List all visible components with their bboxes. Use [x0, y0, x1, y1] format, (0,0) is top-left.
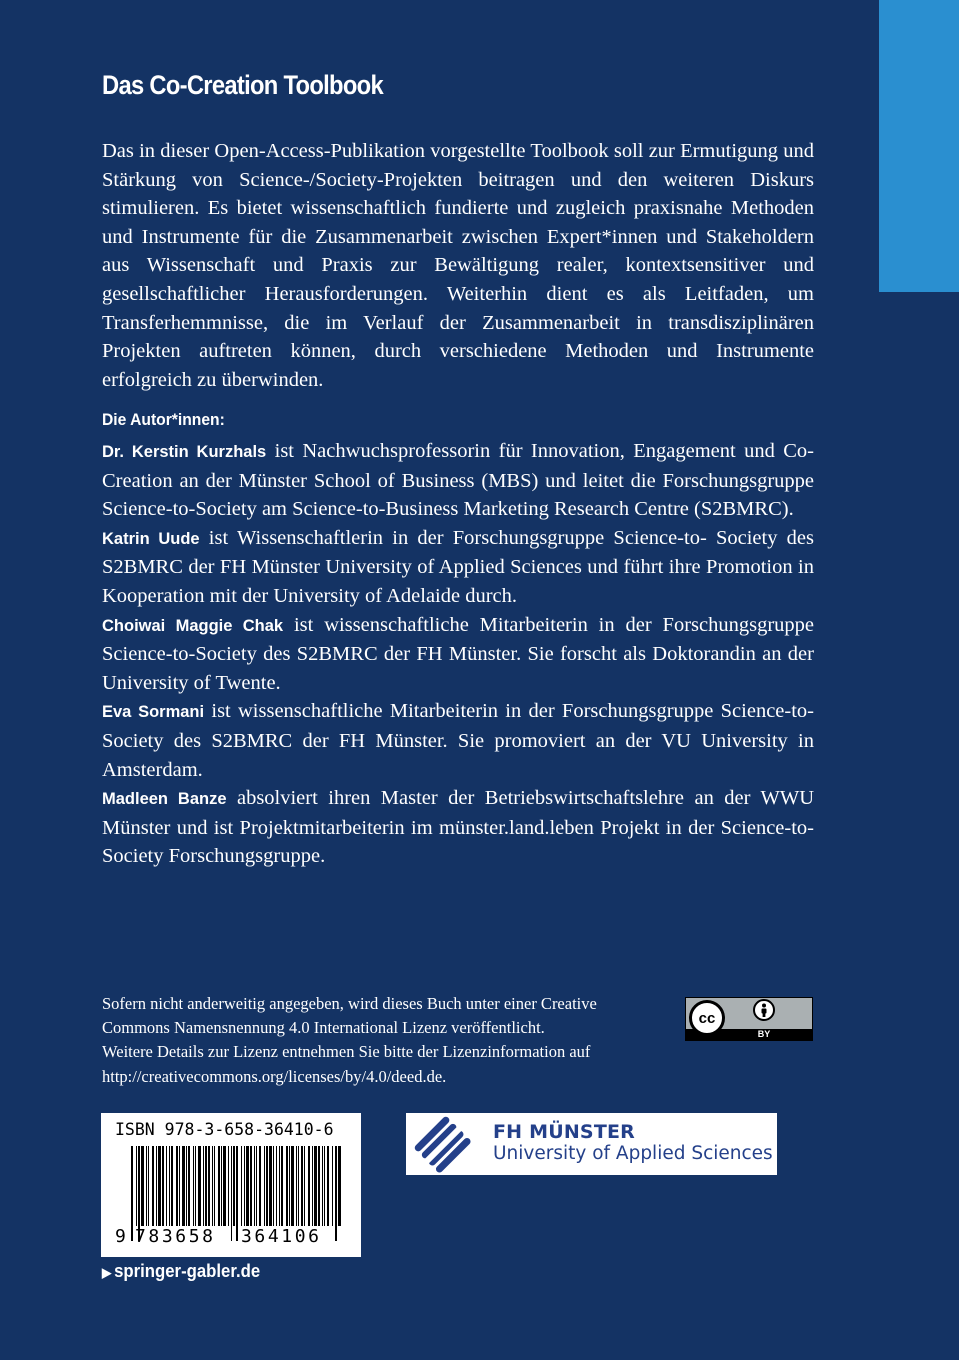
- attribution-person-icon: [753, 999, 775, 1021]
- barcode-bar: [254, 1146, 255, 1226]
- barcode-bar: [246, 1146, 249, 1226]
- barcode-bar: [312, 1146, 313, 1226]
- barcode-bar: [152, 1146, 154, 1226]
- barcode-bar: [279, 1146, 280, 1226]
- barcode-bar: [208, 1146, 210, 1226]
- barcode-bar: [244, 1146, 245, 1226]
- barcode-bar: [322, 1146, 323, 1226]
- book-title: Das Co-Creation Toolbook: [102, 70, 383, 100]
- author-bio: ist wissenschaftliche Mitarbeiterin in der Forschungsgruppe Science-to-Society des S2BMRC der FH Münster. Sie promoviert an der VU University in Amsterdam.: [102, 700, 814, 781]
- barcode-bar: [141, 1146, 144, 1226]
- barcode-bar: [301, 1146, 303, 1226]
- barcode-bar: [223, 1146, 226, 1226]
- barcode-bar: [198, 1146, 201, 1226]
- author-entry: [102, 437, 814, 524]
- author-name: Dr. Kerstin Kurzhals: [102, 443, 267, 461]
- barcode-bar: [233, 1146, 235, 1226]
- author-bio: absolviert ihren Master der Betriebswirtschaftslehre an der WWU Münster und ist Projektmitarbeiterin im münster.land.leben Projekt in der Science-to-Society Forschungsgruppe.: [102, 787, 815, 868]
- abstract: Das in dieser Open-Access-Publikation vorgestellte Toolbook soll zur Ermutigung und Stärkung von Science-/Society-Projekten beitragen und den weiteren Diskurs stimulieren. Es bietet wissenschaftlich fundierte und zugleich praxisnahe Methoden und Instrumente für die Zusammenarbeit zwischen Expert*innen und Stakeholdern aus Wissenschaft und Praxis zur Bewältigung realer, kontextsensitiver und gesellschaftlicher Herausforderungen. Weiterhin dient es als Leitfaden, um Transferhemmnisse, die im Verlauf der Zusammenarbeit in transdisziplinären Projekten auftreten können, durch verschiedene Methoden und Instrumente erfolgreich zu überwinden.: [102, 140, 814, 391]
- author-bio: ist wissenschaftliche Mitarbeiterin in der Forschungsgruppe Science-to-Society des S2BMRC der FH Münster. Sie forscht als Doktorandin an der University of Twente.: [102, 613, 814, 694]
- author-entry: [102, 784, 814, 871]
- barcode-bar: [332, 1146, 333, 1226]
- barcode-bar: [221, 1146, 222, 1226]
- publisher-link-text: springer-gabler.de: [114, 1261, 261, 1281]
- barcode-bar: [308, 1146, 310, 1226]
- isbn-label: ISBN 978-3-658-36410-6: [115, 1120, 334, 1139]
- author-bio: ist Nachwuchsprofessorin für Innovation, Engagement und Co-Creation an der Münster School of Business (MBS) und leitet die Forschungsgruppe Science-to-Society am Science-to-Business Marketing Research Centre (S2BMRC).: [102, 440, 814, 521]
- barcode-bar: [166, 1146, 167, 1226]
- barcode-bar: [338, 1146, 341, 1226]
- authors-heading: Die Autor*innen:: [102, 410, 225, 429]
- barcode-bar: [162, 1146, 164, 1226]
- barcode-bar: [171, 1146, 173, 1226]
- barcode-bar: [146, 1146, 147, 1226]
- barcode-bar: [296, 1146, 297, 1226]
- barcode-bar: [188, 1146, 190, 1226]
- barcode-bar: [148, 1146, 149, 1226]
- barcode-bar: [136, 1146, 137, 1226]
- barcode-bar: [241, 1146, 242, 1226]
- barcode-bar: [218, 1146, 220, 1226]
- barcode-bar: [205, 1146, 207, 1226]
- barcode-bar: [266, 1146, 268, 1226]
- publisher-link[interactable]: [102, 1261, 260, 1282]
- play-arrow-icon: ▶: [102, 1265, 112, 1280]
- barcode-bar: [186, 1146, 187, 1226]
- cc-by-license-badge[interactable]: [685, 997, 813, 1041]
- barcode-right-digits: 364106: [241, 1226, 322, 1247]
- barcode-bar: [176, 1146, 178, 1226]
- barcode-bar: [314, 1146, 317, 1226]
- fh-logo-mark-icon: [414, 1116, 472, 1174]
- barcode-bar: [286, 1146, 288, 1226]
- barcode-left-digits: 783658: [135, 1226, 216, 1247]
- barcode-bar: [250, 1146, 252, 1226]
- barcode-bar: [298, 1146, 299, 1226]
- isbn-barcode: [101, 1113, 361, 1257]
- barcode-bar: [259, 1146, 261, 1226]
- barcode-bar: [276, 1146, 277, 1226]
- barcode-bar: [281, 1146, 283, 1226]
- barcode-bar: [193, 1146, 194, 1226]
- barcode-bar: [264, 1146, 265, 1226]
- accent-tab: [879, 0, 959, 292]
- barcode-bar: [269, 1146, 272, 1226]
- license-line: Commons Namensnennung 4.0 International Lizenz veröffentlicht.: [102, 1018, 545, 1038]
- barcode-bar: [156, 1146, 157, 1226]
- barcode-bar: [169, 1146, 170, 1226]
- barcode-bar: [256, 1146, 257, 1226]
- cc-icon: cc: [689, 1000, 725, 1036]
- fh-name: FH MÜNSTER: [493, 1121, 635, 1143]
- barcode-digits: [101, 1226, 361, 1250]
- license-notice: [102, 992, 672, 1089]
- author-entry: [102, 611, 814, 698]
- by-label: BY: [757, 1029, 771, 1039]
- author-bio: ist Wissenschaftlerin in der Forschungsgruppe Science-to- Society des S2BMRC der FH Münster University of Applied Sciences und führt ihre Promotion in Kooperation mit der University of Adelaide durch.: [102, 526, 814, 607]
- author-entry: [102, 697, 814, 784]
- barcode-bar: [195, 1146, 196, 1226]
- barcode-bar: [182, 1146, 185, 1226]
- author-entry: [102, 524, 814, 611]
- license-line: Weitere Details zur Lizenz entnehmen Sie bitte der Lizenzinformation auf: [102, 1042, 591, 1062]
- barcode-bar: [214, 1146, 215, 1226]
- barcode-bar: [291, 1146, 294, 1226]
- barcode-bar: [273, 1146, 274, 1226]
- barcode-bar: [212, 1146, 213, 1226]
- author-name: Eva Sormani: [102, 703, 205, 722]
- barcode-bar: [203, 1146, 204, 1226]
- barcode-bar: [324, 1146, 325, 1226]
- barcode-bar: [228, 1146, 229, 1226]
- barcode-bar: [304, 1146, 305, 1226]
- barcode-bar: [158, 1146, 161, 1226]
- barcode-first-digit: 9: [115, 1226, 126, 1247]
- author-name: Katrin Uude: [102, 529, 200, 548]
- barcode-bar: [179, 1146, 180, 1226]
- barcode-bar: [327, 1146, 329, 1226]
- barcode-bar: [318, 1146, 320, 1226]
- author-name: Choiwai Maggie Chak: [102, 616, 284, 635]
- fh-subtitle: University of Applied Sciences: [493, 1143, 773, 1164]
- license-url[interactable]: http://creativecommons.org/licenses/by/4.0/deed.de.: [102, 1066, 447, 1086]
- authors-list: [102, 437, 814, 871]
- barcode-bar: [289, 1146, 290, 1226]
- license-line: Sofern nicht anderweitig angegeben, wird dieses Buch unter einer Creative: [102, 994, 597, 1013]
- author-name: Madleen Banze: [102, 790, 227, 809]
- fh-muenster-logo: [406, 1113, 777, 1175]
